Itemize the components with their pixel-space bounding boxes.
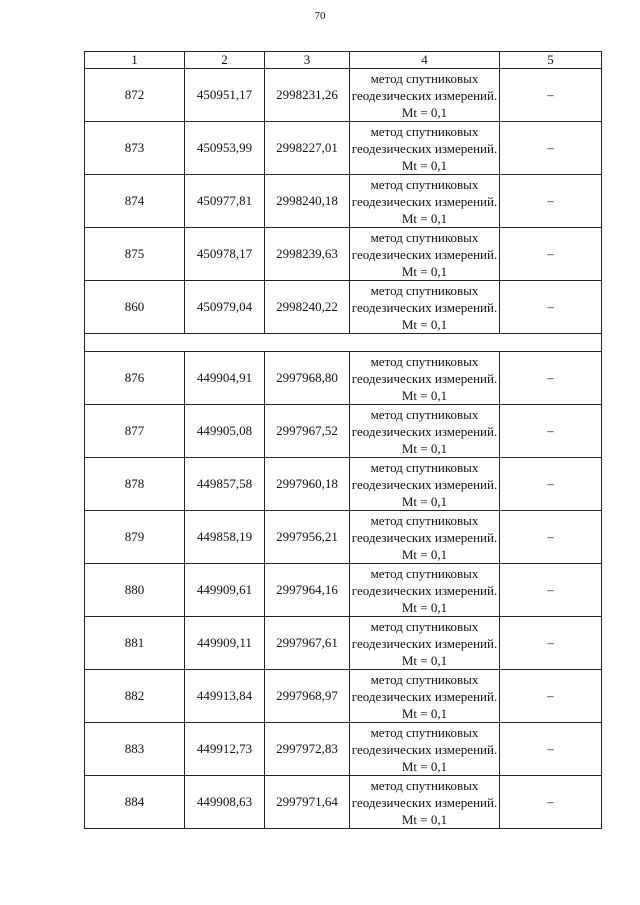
method-cell: метод спутниковых геодезических измерений. Mt = 0,1 bbox=[350, 723, 500, 776]
page-number: 70 bbox=[314, 10, 326, 22]
y-coordinate-cell: 2997964,16 bbox=[265, 564, 350, 617]
table-row bbox=[85, 776, 602, 829]
note-cell: – bbox=[500, 69, 602, 122]
method-cell: метод спутниковых геодезических измерений. Mt = 0,1 bbox=[350, 175, 500, 228]
table-body bbox=[85, 69, 602, 829]
x-coordinate-cell: 450977,81 bbox=[185, 175, 265, 228]
table-row bbox=[85, 511, 602, 564]
header-row bbox=[85, 52, 602, 69]
header-col-5: 5 bbox=[500, 52, 602, 69]
x-coordinate-cell: 450978,17 bbox=[185, 228, 265, 281]
table-row bbox=[85, 723, 602, 776]
note-cell: – bbox=[500, 405, 602, 458]
x-coordinate-cell: 449905,08 bbox=[185, 405, 265, 458]
point-number-cell: 883 bbox=[85, 723, 185, 776]
note-cell: – bbox=[500, 511, 602, 564]
table-row bbox=[85, 617, 602, 670]
table-row bbox=[85, 228, 602, 281]
method-cell: метод спутниковых геодезических измерений. Mt = 0,1 bbox=[350, 352, 500, 405]
table-row bbox=[85, 458, 602, 511]
x-coordinate-cell: 449857,58 bbox=[185, 458, 265, 511]
group-separator-cell bbox=[85, 334, 602, 352]
method-cell: метод спутниковых геодезических измерений. Mt = 0,1 bbox=[350, 405, 500, 458]
point-number-cell: 880 bbox=[85, 564, 185, 617]
table-row bbox=[85, 564, 602, 617]
point-number-cell: 875 bbox=[85, 228, 185, 281]
note-cell: – bbox=[500, 352, 602, 405]
method-cell: метод спутниковых геодезических измерений. Mt = 0,1 bbox=[350, 511, 500, 564]
point-number-cell: 882 bbox=[85, 670, 185, 723]
note-cell: – bbox=[500, 776, 602, 829]
y-coordinate-cell: 2998231,26 bbox=[265, 69, 350, 122]
note-cell: – bbox=[500, 228, 602, 281]
coordinates-table bbox=[84, 51, 602, 829]
y-coordinate-cell: 2998240,18 bbox=[265, 175, 350, 228]
y-coordinate-cell: 2997960,18 bbox=[265, 458, 350, 511]
y-coordinate-cell: 2997956,21 bbox=[265, 511, 350, 564]
table-row bbox=[85, 175, 602, 228]
table-row bbox=[85, 122, 602, 175]
point-number-cell: 876 bbox=[85, 352, 185, 405]
note-cell: – bbox=[500, 122, 602, 175]
method-cell: метод спутниковых геодезических измерений. Mt = 0,1 bbox=[350, 776, 500, 829]
y-coordinate-cell: 2997972,83 bbox=[265, 723, 350, 776]
note-cell: – bbox=[500, 281, 602, 334]
header-col-3: 3 bbox=[265, 52, 350, 69]
x-coordinate-cell: 449858,19 bbox=[185, 511, 265, 564]
x-coordinate-cell: 449909,11 bbox=[185, 617, 265, 670]
point-number-cell: 872 bbox=[85, 69, 185, 122]
point-number-cell: 877 bbox=[85, 405, 185, 458]
note-cell: – bbox=[500, 564, 602, 617]
table-row bbox=[85, 670, 602, 723]
y-coordinate-cell: 2998239,63 bbox=[265, 228, 350, 281]
x-coordinate-cell: 449904,91 bbox=[185, 352, 265, 405]
header-col-4: 4 bbox=[350, 52, 500, 69]
x-coordinate-cell: 449912,73 bbox=[185, 723, 265, 776]
method-cell: метод спутниковых геодезических измерений. Mt = 0,1 bbox=[350, 458, 500, 511]
table-header bbox=[85, 52, 602, 69]
table-row bbox=[85, 69, 602, 122]
note-cell: – bbox=[500, 723, 602, 776]
table-row bbox=[85, 281, 602, 334]
header-col-1: 1 bbox=[85, 52, 185, 69]
x-coordinate-cell: 449913,84 bbox=[185, 670, 265, 723]
y-coordinate-cell: 2998227,01 bbox=[265, 122, 350, 175]
point-number-cell: 860 bbox=[85, 281, 185, 334]
point-number-cell: 873 bbox=[85, 122, 185, 175]
x-coordinate-cell: 449908,63 bbox=[185, 776, 265, 829]
x-coordinate-cell: 450951,17 bbox=[185, 69, 265, 122]
point-number-cell: 879 bbox=[85, 511, 185, 564]
header-col-2: 2 bbox=[185, 52, 265, 69]
group-separator-row bbox=[85, 334, 602, 352]
y-coordinate-cell: 2997968,97 bbox=[265, 670, 350, 723]
note-cell: – bbox=[500, 617, 602, 670]
method-cell: метод спутниковых геодезических измерений. Mt = 0,1 bbox=[350, 670, 500, 723]
note-cell: – bbox=[500, 458, 602, 511]
y-coordinate-cell: 2997967,61 bbox=[265, 617, 350, 670]
table-row bbox=[85, 352, 602, 405]
method-cell: метод спутниковых геодезических измерений. Mt = 0,1 bbox=[350, 564, 500, 617]
y-coordinate-cell: 2997967,52 bbox=[265, 405, 350, 458]
method-cell: метод спутниковых геодезических измерений. Mt = 0,1 bbox=[350, 281, 500, 334]
point-number-cell: 881 bbox=[85, 617, 185, 670]
point-number-cell: 874 bbox=[85, 175, 185, 228]
method-cell: метод спутниковых геодезических измерений. Mt = 0,1 bbox=[350, 69, 500, 122]
point-number-cell: 884 bbox=[85, 776, 185, 829]
point-number-cell: 878 bbox=[85, 458, 185, 511]
x-coordinate-cell: 450979,04 bbox=[185, 281, 265, 334]
y-coordinate-cell: 2997968,80 bbox=[265, 352, 350, 405]
y-coordinate-cell: 2997971,64 bbox=[265, 776, 350, 829]
note-cell: – bbox=[500, 175, 602, 228]
method-cell: метод спутниковых геодезических измерений. Mt = 0,1 bbox=[350, 617, 500, 670]
table-row bbox=[85, 405, 602, 458]
x-coordinate-cell: 450953,99 bbox=[185, 122, 265, 175]
method-cell: метод спутниковых геодезических измерений. Mt = 0,1 bbox=[350, 122, 500, 175]
method-cell: метод спутниковых геодезических измерений. Mt = 0,1 bbox=[350, 228, 500, 281]
note-cell: – bbox=[500, 670, 602, 723]
y-coordinate-cell: 2998240,22 bbox=[265, 281, 350, 334]
x-coordinate-cell: 449909,61 bbox=[185, 564, 265, 617]
